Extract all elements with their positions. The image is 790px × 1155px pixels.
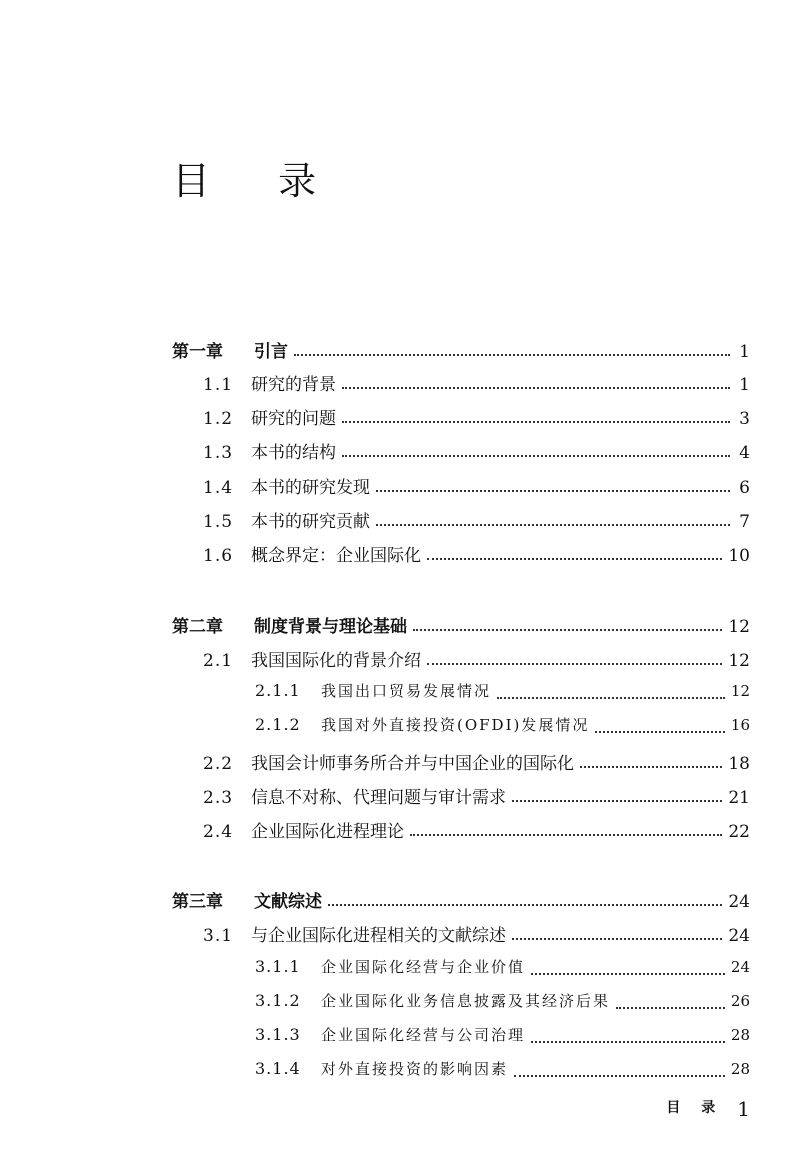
section-title: 本书的结构 (251, 443, 336, 463)
toc-section-1-3[interactable] (203, 438, 750, 466)
page-number: 1 (739, 375, 750, 395)
dot-leader (427, 558, 722, 560)
dot-leader (427, 663, 722, 665)
page-number: 7 (739, 512, 750, 532)
subsection-title: 企业国际化经营与公司治理 (321, 1026, 526, 1044)
toc-subsection-3-1-3[interactable] (255, 1024, 750, 1052)
page-number: 24 (728, 892, 750, 912)
chapter-number: 第二章 (172, 617, 223, 637)
dot-leader (531, 973, 725, 975)
section-number: 2.4 (203, 822, 234, 842)
dot-leader (531, 1041, 725, 1043)
toc-section-1-6[interactable] (203, 541, 750, 569)
dot-leader (512, 938, 722, 940)
dot-leader (512, 800, 722, 802)
toc-section-1-4[interactable] (203, 473, 750, 501)
dot-leader (616, 1007, 725, 1009)
section-title: 本书的研究贡献 (251, 512, 370, 532)
subsection-title: 企业国际化业务信息披露及其经济后果 (321, 992, 611, 1010)
toc-subsection-2-1-1[interactable] (255, 680, 750, 708)
page-number: 1 (739, 342, 750, 362)
page-footer (640, 1097, 750, 1121)
dot-leader (342, 421, 730, 423)
page-number: 26 (730, 992, 750, 1010)
page-number: 6 (739, 478, 750, 498)
subsection-number: 3.1.4 (255, 1059, 301, 1078)
page-title: 目 录 (172, 159, 345, 203)
section-title: 信息不对称、代理问题与审计需求 (251, 788, 506, 808)
page-number: 3 (739, 409, 750, 429)
section-number: 1.3 (203, 443, 234, 463)
footer-page-number: 1 (737, 1097, 750, 1121)
chapter-title: 制度背景与理论基础 (254, 617, 407, 637)
footer-label: 目 录 (666, 1100, 724, 1116)
section-title: 本书的研究发现 (251, 478, 370, 498)
toc-section-1-1[interactable] (203, 370, 750, 398)
section-title: 企业国际化进程理论 (251, 822, 404, 842)
dot-leader (497, 697, 725, 699)
page-number: 24 (730, 958, 750, 976)
subsection-title: 对外直接投资的影响因素 (321, 1060, 509, 1078)
subsection-number: 2.1.2 (255, 715, 301, 734)
dot-leader (410, 834, 722, 836)
toc-subsection-2-1-2[interactable] (255, 714, 750, 742)
subsection-number: 3.1.3 (255, 1025, 301, 1044)
section-number: 1.4 (203, 478, 234, 498)
toc-section-2-1[interactable] (203, 646, 750, 674)
toc-section-1-2[interactable] (203, 404, 750, 432)
page-number: 12 (730, 682, 750, 700)
toc-chapter-3[interactable] (172, 887, 750, 915)
page-number: 12 (728, 617, 750, 637)
page-number: 10 (728, 546, 750, 566)
dot-leader (595, 731, 725, 733)
page-number: 18 (728, 754, 750, 774)
dot-leader (376, 490, 730, 492)
dot-leader (376, 524, 730, 526)
section-number: 1.6 (203, 546, 234, 566)
page-number: 28 (730, 1026, 750, 1044)
page-number: 24 (728, 926, 750, 946)
dot-leader (342, 387, 730, 389)
page-number: 21 (728, 788, 750, 808)
chapter-title: 引言 (254, 342, 288, 362)
toc-section-1-5[interactable] (203, 507, 750, 535)
section-number: 2.2 (203, 754, 234, 774)
toc-subsection-3-1-2[interactable] (255, 990, 750, 1018)
toc-section-3-1[interactable] (203, 921, 750, 949)
toc-chapter-2[interactable] (172, 612, 750, 640)
section-number: 2.1 (203, 651, 234, 671)
toc-section-2-4[interactable] (203, 817, 750, 845)
toc-section-2-2[interactable] (203, 749, 750, 777)
toc-chapter-1[interactable] (172, 337, 750, 365)
chapter-number: 第三章 (172, 892, 223, 912)
section-number: 2.3 (203, 788, 234, 808)
section-number: 1.5 (203, 512, 234, 532)
toc-subsection-3-1-4[interactable] (255, 1058, 750, 1086)
subsection-number: 2.1.1 (255, 681, 301, 700)
chapter-title: 文献综述 (254, 892, 322, 912)
page-number: 16 (730, 716, 750, 734)
dot-leader (328, 904, 722, 906)
page-number: 28 (730, 1060, 750, 1078)
section-number: 1.2 (203, 409, 234, 429)
dot-leader (514, 1075, 725, 1077)
section-title: 研究的问题 (251, 409, 336, 429)
section-title: 概念界定：企业国际化 (251, 546, 421, 566)
subsection-title: 我国对外直接投资(OFDI)发展情况 (321, 716, 590, 734)
subsection-title: 企业国际化经营与企业价值 (321, 958, 526, 976)
section-title: 与企业国际化进程相关的文献综述 (251, 926, 506, 946)
subsection-number: 3.1.1 (255, 957, 301, 976)
page-number: 4 (739, 443, 750, 463)
dot-leader (413, 629, 722, 631)
dot-leader (580, 766, 722, 768)
subsection-title: 我国出口贸易发展情况 (321, 682, 492, 700)
section-title: 研究的背景 (251, 375, 336, 395)
section-number: 3.1 (203, 926, 234, 946)
subsection-number: 3.1.2 (255, 991, 301, 1010)
toc-subsection-3-1-1[interactable] (255, 956, 750, 984)
page-number: 22 (728, 822, 750, 842)
dot-leader (342, 455, 730, 457)
toc-section-2-3[interactable] (203, 783, 750, 811)
dot-leader (294, 354, 730, 356)
section-title: 我国会计师事务所合并与中国企业的国际化 (251, 754, 574, 774)
chapter-number: 第一章 (172, 342, 223, 362)
section-number: 1.1 (203, 375, 234, 395)
page-number: 12 (728, 651, 750, 671)
section-title: 我国国际化的背景介绍 (251, 651, 421, 671)
